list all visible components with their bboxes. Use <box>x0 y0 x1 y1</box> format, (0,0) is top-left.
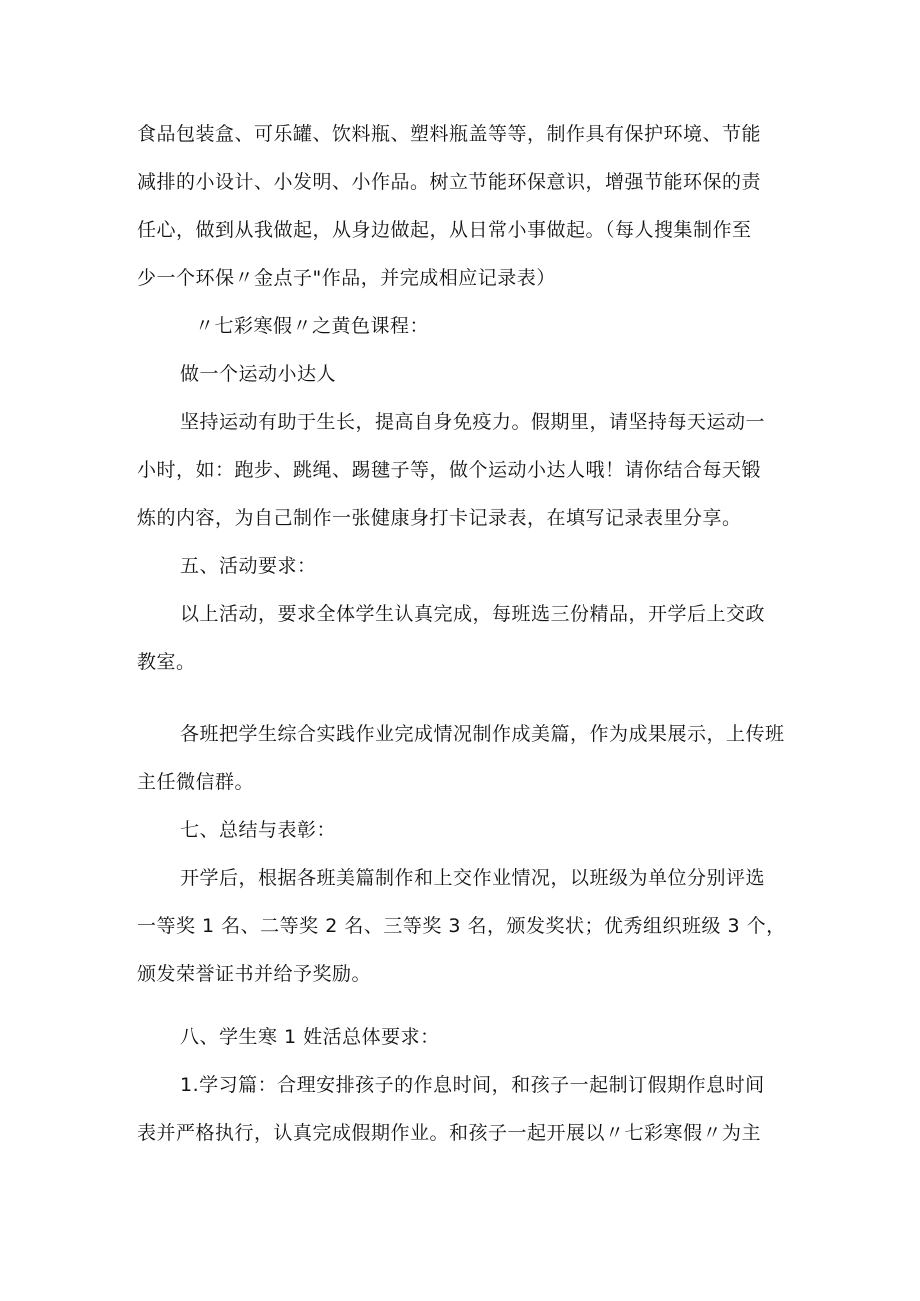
paragraph-line: 主任微信群。 <box>137 771 255 793</box>
paragraph-line: 少一个环保〃金点子"作品，并完成相应记录表） <box>137 267 556 289</box>
paragraph-line: 颁发荣誉证书并给予奖励。 <box>137 963 372 985</box>
paragraph-line: 减排的小设计、小发明、小作品。树立节能环保意识，增强节能环保的责 <box>137 171 762 193</box>
paragraph-line: 食品包装盒、可乐罐、饮料瓶、塑料瓶盖等等，制作具有保护环境、节能 <box>137 123 762 145</box>
paragraph-line: 一等奖 1 名、二等奖 2 名、三等奖 3 名，颁发奖状；优秀组织班级 3 个， <box>137 915 786 937</box>
paragraph-line: 1.学习篇：合理安排孩子的作息时间，和孩子一起制订假期作息时间 <box>180 1074 765 1096</box>
paragraph-line: 开学后，根据各班美篇制作和上交作业情况，以班级为单位分别评选 <box>180 867 766 889</box>
section-heading: 〃七彩寒假〃之黄色课程： <box>195 315 430 337</box>
paragraph-line: 小时，如：跑步、跳绳、踢毽子等，做个运动小达人哦！请你结合每天锻 <box>137 459 762 481</box>
paragraph-line: 以上活动，要求全体学生认真完成，每班选三份精品，开学后上交政 <box>180 603 766 625</box>
paragraph-line: 教室。 <box>137 651 196 673</box>
paragraph-line: 任心，做到从我做起，从身边做起，从日常小事做起。（每人搜集制作至 <box>137 219 752 241</box>
section-heading: 八、学生寒 1 姓活总体要求： <box>180 1026 440 1048</box>
paragraph-line: 各班把学生综合实践作业完成情况制作成美篇，作为成果展示，上传班 <box>180 723 785 745</box>
section-heading: 五、活动要求： <box>180 555 317 577</box>
paragraph-line: 炼的内容，为自己制作一张健康身打卡记录表，在填写记录表里分享。 <box>137 507 742 529</box>
sub-heading: 做一个运动小达人 <box>180 363 337 385</box>
section-heading: 七、总结与表彰： <box>180 819 337 841</box>
paragraph-line: 表并严格执行，认真完成假期作业。和孩子一起开展以〃七彩寒假〃为主 <box>137 1122 762 1144</box>
paragraph-line: 坚持运动有助于生长，提高自身免疫力。假期里，请坚持每天运动一 <box>180 411 766 433</box>
